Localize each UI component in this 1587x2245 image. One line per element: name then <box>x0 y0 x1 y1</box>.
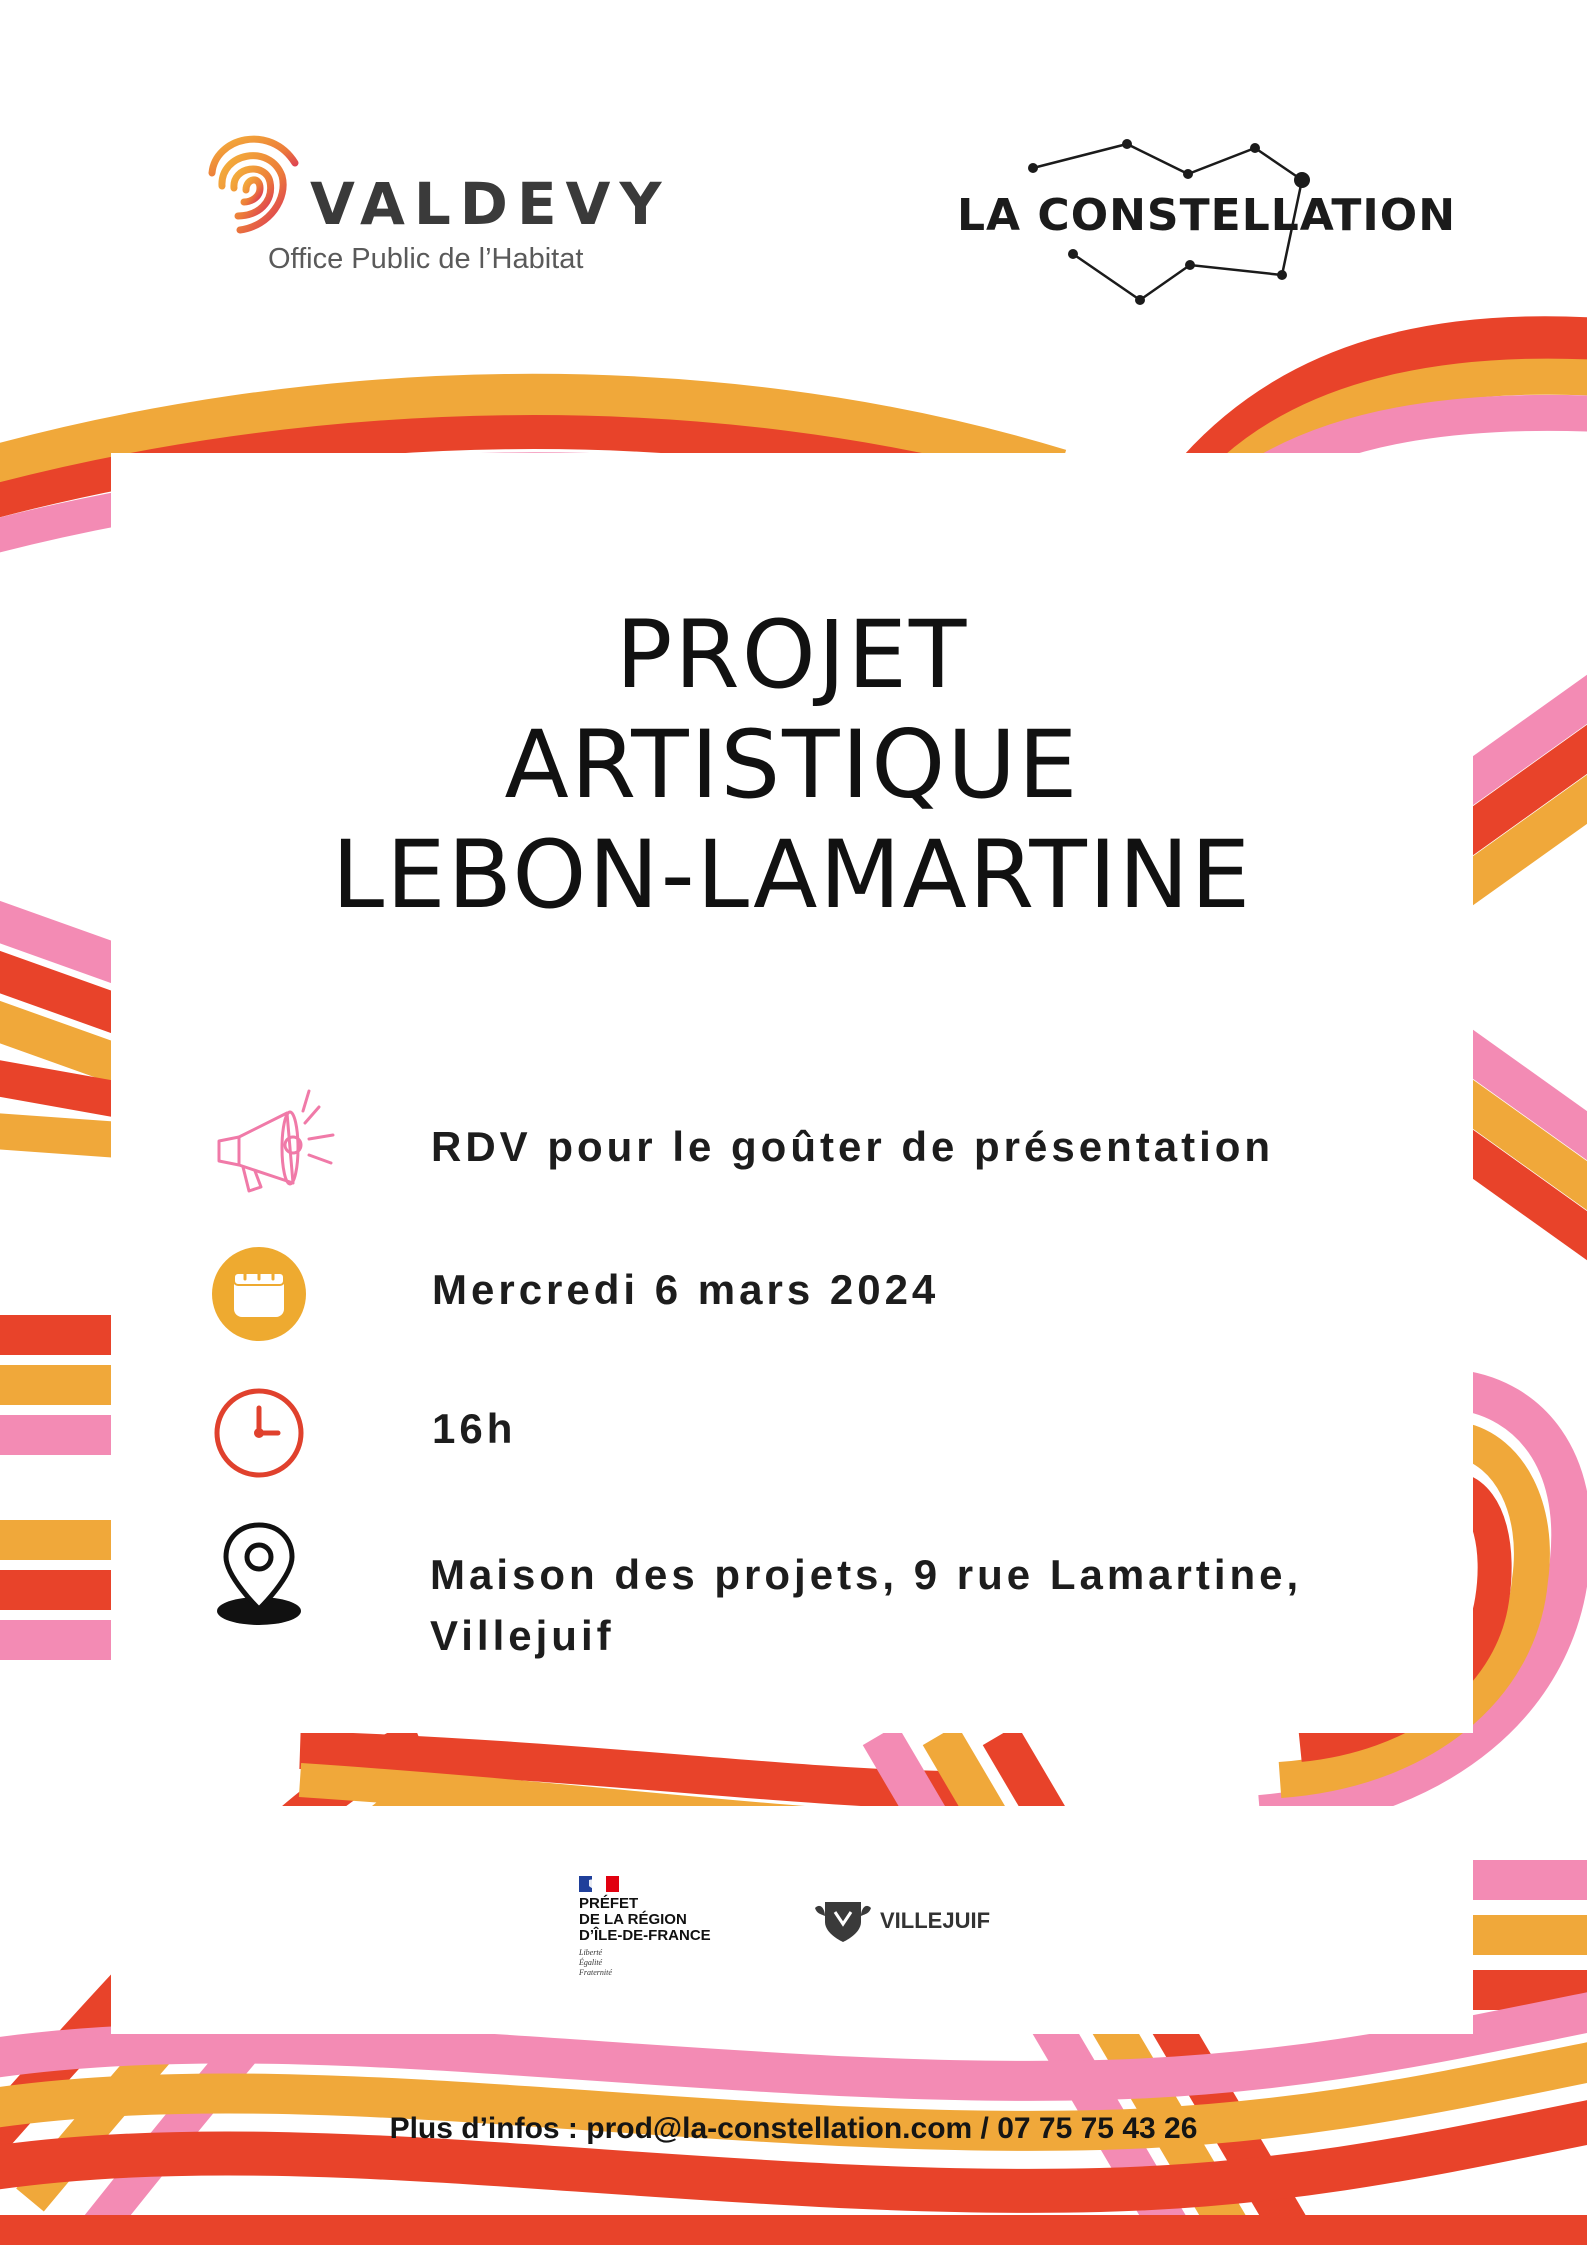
title-line-3: LEBON-LAMARTINE <box>331 821 1253 930</box>
valdevy-logo-icon <box>200 118 310 248</box>
event-time: 16h <box>432 1405 517 1452</box>
ribbon-left-mid <box>0 915 120 1140</box>
prefet-text <box>579 1896 711 1944</box>
event-headline: RDV pour le goûter de présentation <box>431 1123 1275 1170</box>
clock-icon <box>212 1386 306 1480</box>
ribbon-right-mid <box>1460 690 1587 1245</box>
villejuif-crest-icon <box>811 1896 875 1946</box>
prefet-line-2: DE LA RÉGION <box>579 1911 687 1928</box>
villejuif-name: VILLEJUIF <box>880 1908 991 1933</box>
prefet-marianne-icon <box>579 1876 619 1892</box>
prefet-motto-1: Liberté <box>579 1948 603 1957</box>
page-title <box>111 601 1473 931</box>
main-card <box>111 453 1473 1733</box>
calendar-icon <box>212 1247 306 1341</box>
sponsor-card <box>111 1806 1473 2034</box>
valdevy-subtitle: Office Public de l’Habitat <box>268 243 584 275</box>
prefet-motto-3: Fraternité <box>579 1968 612 1977</box>
ribbon-left-lower <box>0 1335 120 1640</box>
title-line-2: ARTISTIQUE <box>504 711 1080 820</box>
prefet-line-3: D’ÎLE-DE-FRANCE <box>579 1927 711 1944</box>
prefet-line-1: PRÉFET <box>579 1895 639 1912</box>
valdevy-name: VALDEVY <box>310 170 671 238</box>
megaphone-icon <box>209 1083 339 1203</box>
event-location-line-2: Villejuif <box>430 1612 615 1659</box>
constellation-name: LA CONSTELLATION <box>957 190 1457 241</box>
event-location-line-1: Maison des projets, 9 rue Lamartine, <box>430 1551 1303 1598</box>
prefet-motto <box>579 1948 612 1978</box>
ribbon-top-right <box>1200 338 1587 470</box>
contact-info: Plus d’infos : prod@la-constellation.com / 07 75 75 43 26 <box>389 2112 1198 2145</box>
event-date: Mercredi 6 mars 2024 <box>432 1266 940 1313</box>
title-line-1: PROJET <box>615 601 969 710</box>
map-pin-icon <box>212 1519 306 1627</box>
prefet-motto-2: Égalité <box>579 1958 603 1967</box>
